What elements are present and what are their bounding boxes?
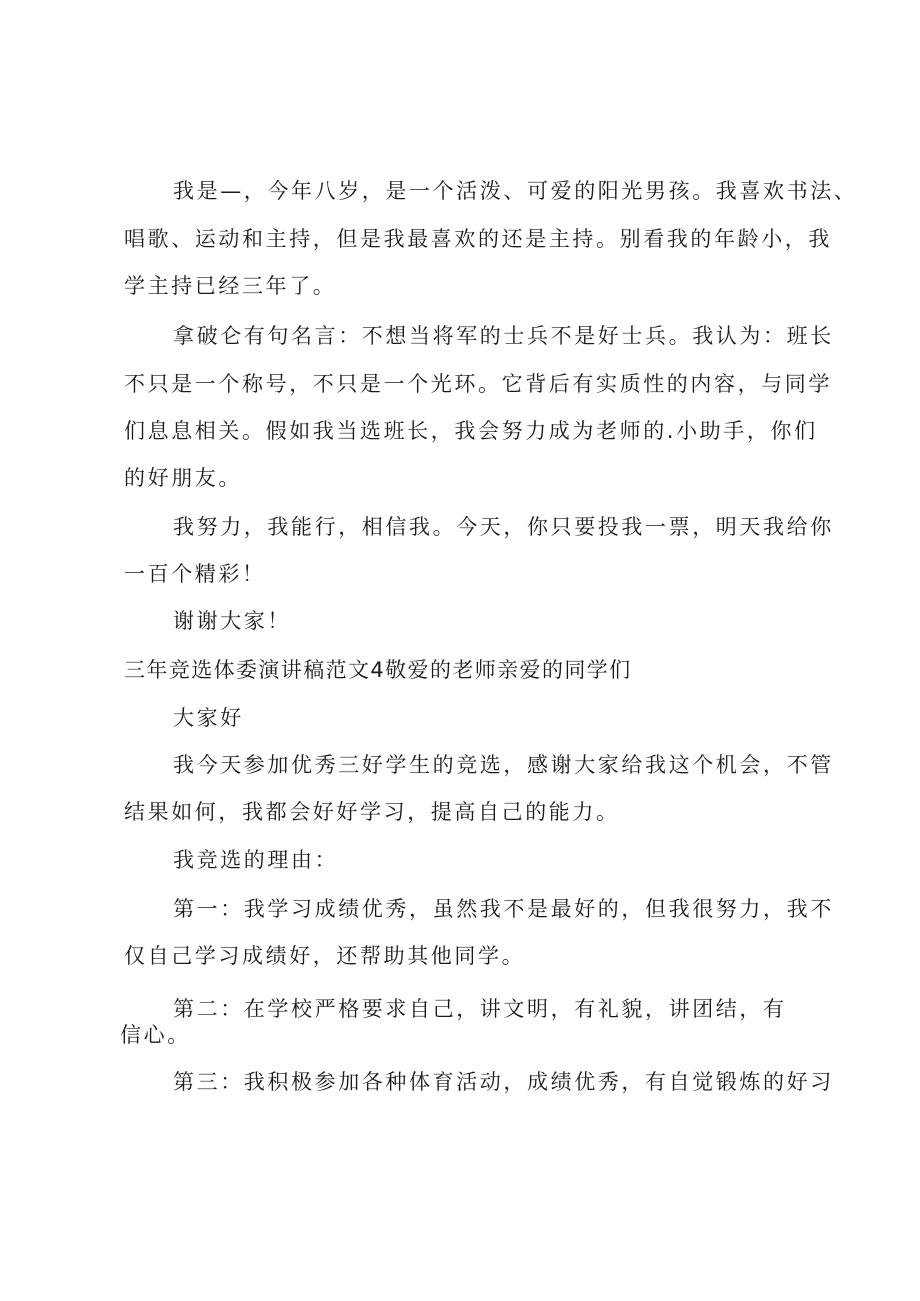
paragraph-2-line-4: 的好朋友。 xyxy=(124,466,242,490)
greeting: 大家好 xyxy=(173,706,244,730)
paragraph-3-line-1: 我努力，我能行，相信我。今天，你只要投我一票，明天我给你 xyxy=(173,515,834,539)
paragraph-2-line-2: 不只是一个称号，不只是一个光环。它背后有实质性的内容，与同学 xyxy=(124,372,832,396)
paragraph-1-line-2: 唱歌、运动和主持，但是我最喜欢的还是主持。别看我的年龄小，我 xyxy=(124,227,832,251)
paragraph-2-line-1: 拿破仑有句名言：不想当将军的士兵不是好士兵。我认为：班长 xyxy=(173,324,834,348)
paragraph-7-line-2: 结果如何，我都会好好学习，提高自己的能力。 xyxy=(124,800,620,824)
paragraph-9-line-1: 第一：我学习成绩优秀，虽然我不是最好的，但我很努力，我不 xyxy=(173,897,834,921)
paragraph-1-line-3: 学主持已经三年了。 xyxy=(124,274,337,298)
paragraph-1-line-1: 我是—，今年八岁，是一个活泼、可爱的阳光男孩。我喜欢书法、 xyxy=(173,179,858,203)
paragraph-10-line-1: 第二：在学校严格要求自己，讲文明，有礼貌，讲团结，有 xyxy=(173,997,787,1021)
paragraph-2-line-3: 们息息相关。假如我当选班长，我会努力成为老师的.小助手，你们 xyxy=(124,419,818,443)
paragraph-10-line-2: 信心。 xyxy=(120,1023,191,1047)
paragraph-11-line-1: 第三：我积极参加各种体育活动，成绩优秀，有自觉锻炼的好习 xyxy=(173,1070,834,1094)
paragraph-3-line-2: 一百个精彩！ xyxy=(124,562,266,586)
section-title: 三年竞选体委演讲稿范文4敬爱的老师亲爱的同学们 xyxy=(124,658,632,682)
paragraph-7-line-1: 我今天参加优秀三好学生的竞选，感谢大家给我这个机会，不管 xyxy=(173,753,834,777)
paragraph-9-line-2: 仅自己学习成绩好，还帮助其他同学。 xyxy=(124,944,526,968)
paragraph-8-line-1: 我竞选的理由： xyxy=(173,848,339,872)
paragraph-4-line-1: 谢谢大家！ xyxy=(173,609,291,633)
